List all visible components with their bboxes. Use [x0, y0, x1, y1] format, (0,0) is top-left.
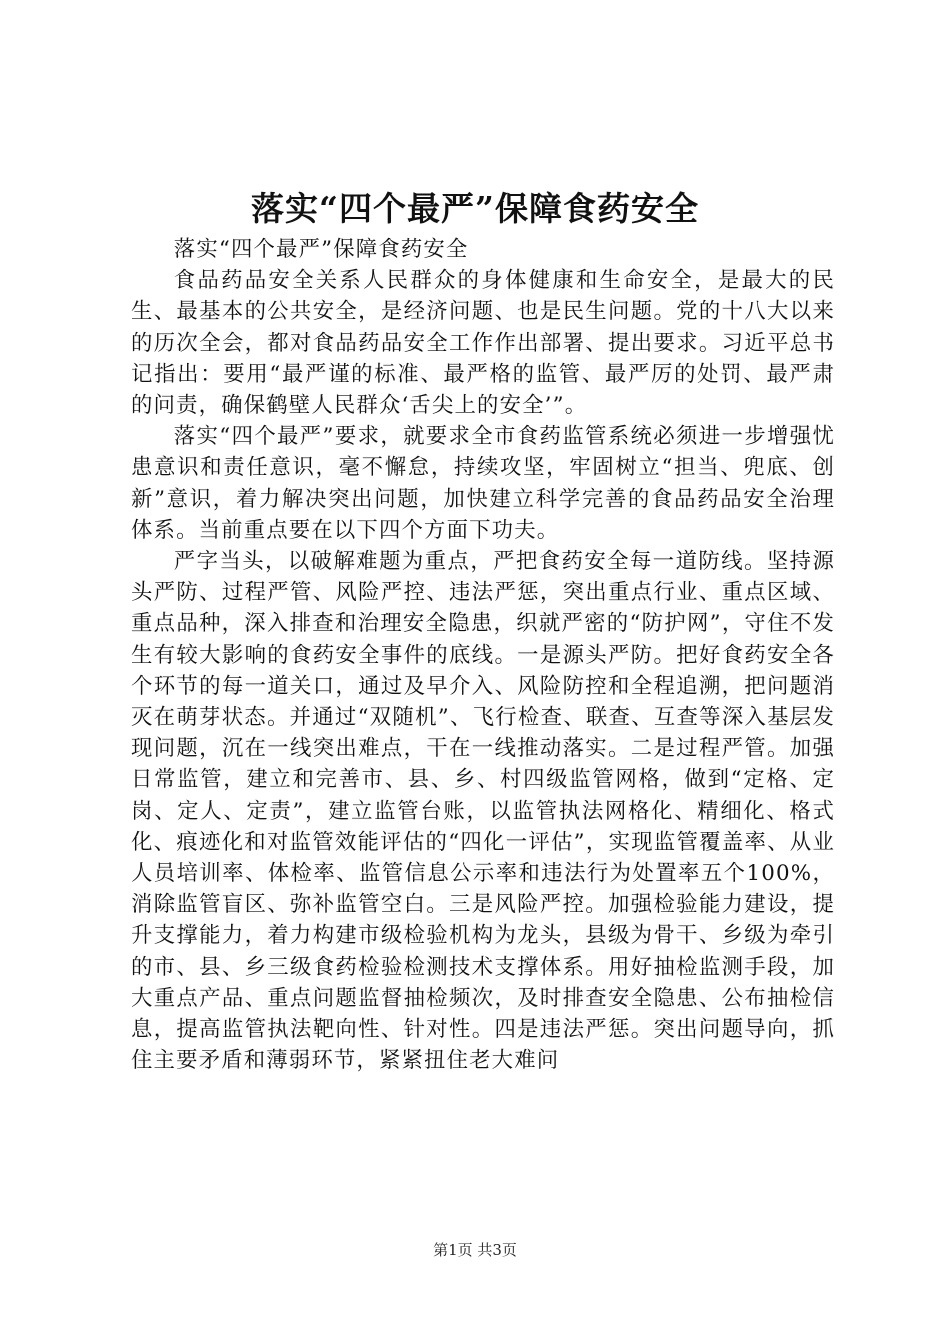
paragraph-strict: 严字当头，以破解难题为重点，严把食药安全每一道防线。坚持源头严防、过程严管、风险严控、违法严惩，突出重点行业、重点区域、重点品种，深入排查和治理安全隐患，织就严密的“防护网”，守住不发生有较大影响的食药安全事件的底线。一是源头严防。把好食药安全各个环节的每一道关口，通过及早介入、风险防控和全程追溯，把问题消灭在萌芽状态。并通过“双随机”、飞行检查、联查、互查等深入基层发现问题，沉在一线突出难点，干在一线推动落实。二是过程严管。加强日常监管，建立和完善市、县、乡、村四级监管网格，做到“定格、定岗、定人、定责”，建立监管台账，以监管执法网格化、精细化、格式化、痕迹化和对监管效能评估的“四化一评估”，实现监管覆盖率、从业人员培训率、体检率、监管信息公示率和违法行为处置率五个100%，消除监管盲区、弥补监管空白。三是风险严控。加强检验能力建设，提升支撑能力，着力构建市级检验机构为龙头，县级为骨干、乡级为牵引的市、县、乡三级食药检验检测技术支撑体系。用好抽检监测手段，加大重点产品、重点问题监督抽检频次，及时排查安全隐患、公布抽检信息，提高监管执法靶向性、针对性。四是违法严惩。突出问题导向，抓住主要矛盾和薄弱环节，紧紧扭住老大难问	[131, 549, 835, 1074]
paragraph-intro: 食品药品安全关系人民群众的身体健康和生命安全，是最大的民生、最基本的公共安全，是经济问题、也是民生问题。党的十八大以来的历次全会，都对食品药品安全工作作出部署、提出要求。习近平总书记指出：要用“最严谨的标准、最严格的监管、最严厉的处罚、最严肃的问责，确保鹤壁人民群众‘舌尖上的安全’”。	[131, 268, 835, 419]
document-body	[131, 234, 835, 1076]
page-footer: 第1页 共3页	[433, 1241, 517, 1259]
document-title: 落实“四个最严”保障食药安全	[251, 189, 699, 228]
paragraph-requirements: 落实“四个最严”要求，就要求全市食药监管系统必须进一步增强忧患意识和责任意识，毫不懈怠，持续攻坚，牢固树立“担当、兜底、创新”意识，着力解决突出问题，加快建立科学完善的食品药品安全治理体系。当前重点要在以下四个方面下功夫。	[131, 424, 835, 543]
paragraph-subtitle: 落实“四个最严”保障食药安全	[173, 237, 469, 262]
